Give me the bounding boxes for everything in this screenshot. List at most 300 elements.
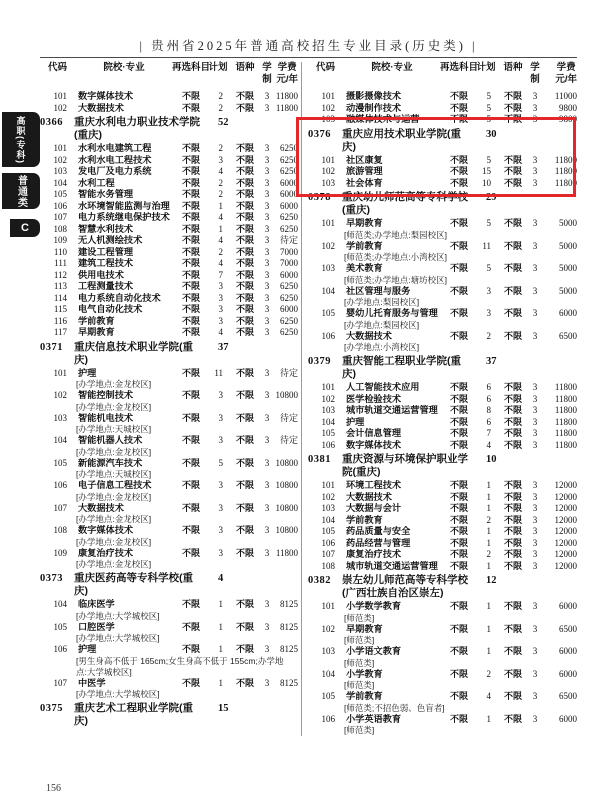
- school-name: 重庆应用技术职业学院(重庆): [342, 127, 461, 153]
- plan-cell: 3: [486, 285, 491, 296]
- right-column: [308, 62, 577, 736]
- fee-cell: 7000: [280, 246, 298, 257]
- years-cell: 3: [532, 549, 538, 559]
- subjects-cell: 不限: [449, 154, 468, 165]
- fee-cell: 6250: [280, 315, 298, 326]
- left-column: [40, 62, 298, 736]
- subjects-cell: 不限: [449, 218, 468, 228]
- header-fee: [274, 62, 298, 86]
- plan-cell: 2: [218, 143, 223, 153]
- major-name: 电子信息工程技术: [78, 480, 152, 490]
- subjects-cell: 不限: [449, 102, 468, 113]
- plan-cell: 3: [218, 502, 223, 513]
- header-years-line1: 学: [530, 62, 540, 73]
- subjects-cell: 不限: [449, 382, 468, 392]
- major-name: 早期教育: [78, 327, 115, 337]
- major-note: [师范类]: [344, 635, 375, 645]
- language-cell: 不限: [235, 91, 254, 101]
- fee-cell: 11800: [554, 166, 577, 176]
- major-name: 数字媒体技术: [78, 91, 134, 101]
- plan-cell: 7: [218, 269, 223, 280]
- plan-cell: 5: [486, 263, 491, 273]
- major-name: 学前教育: [346, 240, 383, 251]
- fee-cell: 10800: [275, 480, 298, 490]
- subjects-cell: 不限: [449, 416, 468, 427]
- language-cell: 不限: [235, 235, 254, 245]
- years-cell: 3: [264, 91, 270, 101]
- years-cell: 3: [264, 212, 270, 222]
- language-cell: 不限: [235, 177, 254, 188]
- major-code: 112: [53, 269, 67, 280]
- major-code: 106: [321, 330, 335, 341]
- subjects-cell: 不限: [181, 525, 200, 535]
- major-name: 人工智能技术应用: [346, 382, 420, 392]
- major-row: [308, 114, 577, 126]
- plan-cell: 3: [218, 304, 223, 314]
- language-cell: 不限: [503, 177, 522, 188]
- language-cell: 不限: [503, 416, 522, 427]
- major-row: [40, 413, 298, 425]
- plan-cell: 1: [486, 601, 491, 611]
- school-row: [308, 574, 577, 600]
- subjects-cell: 不限: [181, 502, 200, 513]
- major-row: [308, 526, 577, 538]
- major-code: 113: [53, 281, 67, 291]
- major-name: 大数据技术: [78, 502, 124, 513]
- language-cell: 不限: [503, 691, 522, 701]
- years-cell: 3: [532, 91, 538, 101]
- major-row: [308, 166, 577, 178]
- major-code: 102: [321, 491, 335, 502]
- catalog-table: [40, 57, 577, 736]
- language-cell: 不限: [503, 308, 522, 318]
- plan-cell: 3: [218, 281, 223, 291]
- language-cell: 不限: [235, 644, 254, 654]
- major-code: 106: [321, 713, 335, 724]
- major-name: 小学语文教育: [346, 646, 402, 656]
- years-cell: 3: [264, 457, 270, 468]
- major-name: 水利工程: [78, 177, 115, 188]
- major-row: [308, 91, 577, 103]
- language-cell: 不限: [235, 258, 254, 268]
- plan-cell: 8: [486, 405, 491, 415]
- subjects-cell: 不限: [181, 269, 200, 280]
- language-cell: 不限: [235, 502, 254, 513]
- school-name: 重庆信息技术职业学院(重庆): [74, 340, 193, 366]
- subjects-cell: 不限: [449, 503, 468, 513]
- major-row: [40, 644, 298, 656]
- major-code: 106: [321, 537, 335, 548]
- school-row: [40, 341, 298, 367]
- fee-cell: 11000: [554, 91, 577, 101]
- fee-cell: 11800: [554, 177, 577, 188]
- subjects-cell: 不限: [181, 235, 200, 245]
- school-code: 0379: [308, 356, 331, 367]
- subjects-cell: 不限: [449, 240, 468, 251]
- column-header-row: [40, 62, 298, 86]
- fee-cell: 6250: [280, 143, 298, 153]
- years-cell: 3: [264, 677, 270, 688]
- plan-cell: 2: [218, 246, 223, 257]
- header-plan: 计划: [476, 62, 496, 73]
- major-code: 103: [53, 166, 67, 176]
- plan-cell: 1: [486, 526, 491, 536]
- major-name: 学前教育: [78, 315, 115, 326]
- major-row: [40, 304, 298, 316]
- years-cell: 3: [532, 114, 538, 124]
- major-note: [办学地点:金龙校区]: [76, 514, 152, 524]
- major-name: 水利水电工程技术: [78, 154, 152, 165]
- major-code: 101: [321, 601, 335, 611]
- years-cell: 3: [532, 405, 538, 415]
- years-cell: 3: [264, 621, 270, 632]
- subjects-cell: 不限: [449, 330, 468, 341]
- school-row: [308, 128, 577, 154]
- language-cell: 不限: [503, 439, 522, 450]
- language-cell: 不限: [235, 457, 254, 468]
- language-cell: 不限: [503, 285, 522, 296]
- major-row: [308, 286, 577, 298]
- plan-cell: 4: [218, 327, 223, 337]
- subjects-cell: 不限: [449, 166, 468, 176]
- plan-cell: 11: [214, 367, 223, 378]
- fee-cell: 11800: [554, 416, 577, 427]
- years-cell: 3: [532, 428, 538, 438]
- plan-cell: 1: [486, 560, 491, 571]
- school-code: 0375: [40, 703, 63, 714]
- language-cell: 不限: [235, 677, 254, 688]
- major-name: 早期教育: [346, 623, 383, 634]
- major-name: 临床医学: [78, 599, 115, 609]
- major-name: 早期教育: [346, 218, 383, 228]
- fee-cell: 6000: [280, 200, 298, 211]
- major-row: [40, 390, 298, 402]
- major-code: 105: [53, 621, 67, 632]
- school-row: [40, 116, 298, 142]
- years-cell: 3: [532, 393, 538, 404]
- plan-cell: 1: [486, 480, 491, 490]
- major-code: 108: [321, 560, 335, 571]
- major-note: [师范类;办学地点:小湾校区]: [344, 252, 447, 262]
- major-name: 工程测量技术: [78, 281, 134, 291]
- major-code: 104: [53, 599, 67, 609]
- years-cell: 3: [532, 285, 538, 296]
- plan-cell: 4: [486, 439, 491, 450]
- major-row: [308, 263, 577, 275]
- plan-cell: 5: [486, 91, 491, 101]
- major-name: 摄影摄像技术: [346, 91, 402, 101]
- major-row: [40, 678, 298, 690]
- fee-cell: 12000: [554, 514, 577, 525]
- plan-cell: 1: [486, 491, 491, 502]
- major-code: 103: [53, 412, 67, 423]
- major-name: 护理: [346, 416, 365, 427]
- years-cell: 3: [264, 412, 270, 423]
- major-row: [308, 549, 577, 561]
- header-plan: 计划: [208, 62, 228, 73]
- major-name: 智能机器人技术: [78, 435, 143, 445]
- major-row: [308, 561, 577, 573]
- fee-cell: 8125: [280, 644, 298, 654]
- major-code: 102: [321, 102, 335, 113]
- years-cell: 3: [532, 382, 538, 392]
- major-code: 105: [321, 428, 335, 438]
- school-code: 0381: [308, 454, 331, 465]
- plan-cell: 11: [482, 240, 491, 251]
- fee-cell: 6000: [280, 177, 298, 188]
- language-cell: 不限: [503, 428, 522, 438]
- fee-cell: 6250: [280, 166, 298, 176]
- years-cell: 3: [532, 177, 538, 188]
- years-cell: 3: [264, 246, 270, 257]
- major-code: 101: [53, 143, 67, 153]
- major-code: 103: [321, 503, 335, 513]
- major-row: [308, 538, 577, 550]
- major-row: [308, 601, 577, 613]
- major-code: 108: [53, 525, 67, 535]
- major-code: 117: [53, 327, 67, 337]
- fee-cell: 10800: [275, 502, 298, 513]
- school-code: 0378: [308, 192, 331, 203]
- years-cell: 3: [264, 102, 270, 113]
- subjects-cell: 不限: [449, 549, 468, 559]
- years-cell: 3: [532, 439, 538, 450]
- school-plan-count: 10: [486, 454, 497, 465]
- language-cell: 不限: [235, 246, 254, 257]
- subjects-cell: 不限: [449, 601, 468, 611]
- major-name: 数字媒体技术: [78, 525, 134, 535]
- years-cell: 3: [264, 143, 270, 153]
- major-name: 建筑工程技术: [78, 258, 134, 268]
- major-note: [男生身高不低于 165cm;女生身高不低于 155cm;办学地点:大学城校区]: [76, 655, 284, 677]
- subjects-cell: 不限: [449, 308, 468, 318]
- language-cell: 不限: [235, 292, 254, 303]
- subjects-cell: 不限: [181, 480, 200, 490]
- major-row: [40, 525, 298, 537]
- header-school-major: 院校·专业: [371, 62, 413, 73]
- major-row: [308, 440, 577, 452]
- school-plan-count: 37: [486, 356, 497, 367]
- major-name: 水利水电建筑工程: [78, 143, 152, 153]
- major-row: [308, 669, 577, 681]
- years-cell: 3: [264, 281, 270, 291]
- plan-cell: 5: [486, 114, 491, 124]
- school-row: [40, 572, 298, 598]
- major-code: 101: [53, 367, 67, 378]
- subjects-cell: 不限: [181, 315, 200, 326]
- major-code: 106: [53, 480, 67, 490]
- years-cell: 3: [264, 547, 270, 558]
- years-cell: 3: [264, 435, 270, 445]
- major-code: 101: [321, 218, 335, 228]
- major-code: 104: [321, 285, 335, 296]
- fee-cell: 12000: [554, 549, 577, 559]
- major-code: 105: [53, 457, 67, 468]
- subjects-cell: 不限: [181, 621, 200, 632]
- school-plan-count: 4: [218, 573, 224, 584]
- school-name: 重庆幼儿师范高等专科学校(重庆): [342, 191, 468, 216]
- major-note: [师范类]: [344, 657, 375, 668]
- major-row: [40, 258, 298, 270]
- plan-cell: 1: [486, 646, 491, 656]
- major-name: 新能源汽车技术: [78, 457, 143, 468]
- years-cell: 3: [532, 102, 538, 113]
- school-row: [40, 702, 298, 728]
- major-row: [40, 247, 298, 259]
- subjects-cell: 不限: [449, 393, 468, 404]
- language-cell: 不限: [235, 223, 254, 234]
- major-row: [40, 212, 298, 224]
- major-name: 建设工程管理: [78, 246, 134, 257]
- subjects-cell: 不限: [449, 405, 468, 415]
- major-row: [308, 714, 577, 726]
- fee-cell: 6000: [559, 646, 577, 656]
- plan-cell: 2: [486, 668, 491, 679]
- major-note: [办学地点:金龙校区]: [76, 491, 152, 502]
- plan-cell: 1: [486, 713, 491, 724]
- fee-cell: 12000: [554, 503, 577, 513]
- header-fee-line2: 元/年: [276, 74, 298, 85]
- years-cell: 3: [264, 304, 270, 314]
- language-cell: 不限: [235, 412, 254, 423]
- major-name: 旅游管理: [346, 166, 383, 176]
- plan-cell: 3: [218, 412, 223, 423]
- major-note: [办学地点:梨园校区]: [344, 319, 420, 330]
- header-code: 代码: [48, 62, 68, 73]
- column-divider: [301, 62, 302, 736]
- school-row: [308, 191, 577, 217]
- language-cell: 不限: [503, 102, 522, 113]
- sidebar-tab-c: C: [10, 219, 40, 237]
- plan-cell: 1: [218, 677, 223, 688]
- language-cell: 不限: [503, 382, 522, 392]
- subjects-cell: 不限: [181, 177, 200, 188]
- years-cell: 3: [532, 646, 538, 656]
- years-cell: 3: [532, 560, 538, 571]
- major-name: 小学数学教育: [346, 601, 402, 611]
- language-cell: 不限: [503, 166, 522, 176]
- years-cell: 3: [532, 240, 538, 251]
- major-note: [师范类]: [344, 680, 375, 690]
- language-cell: 不限: [235, 269, 254, 280]
- header-school-major: 院校·专业: [103, 62, 145, 73]
- language-cell: 不限: [235, 143, 254, 153]
- major-row: [308, 405, 577, 417]
- language-cell: 不限: [235, 281, 254, 291]
- major-row: [40, 201, 298, 213]
- major-name: 婴幼儿托育服务与管理: [346, 308, 438, 318]
- language-cell: 不限: [235, 547, 254, 558]
- subjects-cell: 不限: [449, 480, 468, 490]
- school-plan-count: 52: [218, 117, 229, 128]
- language-cell: 不限: [503, 491, 522, 502]
- major-row: [40, 270, 298, 282]
- major-name: 中医学: [78, 677, 106, 688]
- fee-cell: 6000: [280, 269, 298, 280]
- language-cell: 不限: [503, 330, 522, 341]
- fee-cell: 11800: [554, 405, 577, 415]
- years-cell: 3: [532, 713, 538, 724]
- major-code: 114: [53, 292, 67, 303]
- plan-cell: 4: [218, 166, 223, 176]
- major-row: [308, 382, 577, 394]
- major-row: [40, 293, 298, 305]
- school-plan-count: 37: [218, 341, 229, 353]
- major-code: 116: [53, 315, 67, 326]
- years-cell: 3: [264, 292, 270, 303]
- major-note: [办学地点:金龙校区]: [76, 446, 152, 457]
- years-cell: 3: [264, 502, 270, 513]
- major-row: [40, 599, 298, 611]
- plan-cell: 2: [218, 189, 223, 199]
- years-cell: 3: [264, 269, 270, 280]
- language-cell: 不限: [503, 713, 522, 724]
- years-cell: 3: [532, 263, 538, 273]
- major-row: [40, 458, 298, 470]
- language-cell: 不限: [235, 480, 254, 490]
- major-code: 103: [321, 177, 335, 188]
- plan-cell: 3: [218, 154, 223, 165]
- language-cell: 不限: [235, 525, 254, 535]
- major-code: 102: [321, 240, 335, 251]
- plan-cell: 4: [218, 235, 223, 245]
- major-row: [308, 103, 577, 115]
- subjects-cell: 不限: [181, 412, 200, 423]
- years-cell: 3: [264, 166, 270, 176]
- years-cell: 3: [264, 258, 270, 268]
- major-note: [办学地点:金龙校区]: [76, 379, 152, 389]
- header-subjects: 再选科目: [440, 62, 479, 73]
- plan-cell: 5: [486, 218, 491, 228]
- plan-cell: 5: [486, 102, 491, 113]
- subjects-cell: 不限: [181, 599, 200, 609]
- major-code: 107: [321, 549, 335, 559]
- major-code: 105: [321, 526, 335, 536]
- years-cell: 3: [532, 308, 538, 318]
- fee-cell: 待定: [279, 435, 298, 445]
- subjects-cell: 不限: [181, 677, 200, 688]
- page-number: 156: [46, 783, 61, 794]
- major-note: [办学地点:金龙校区]: [76, 401, 152, 412]
- subjects-cell: 不限: [181, 644, 200, 654]
- major-row: [40, 622, 298, 634]
- fee-cell: 6500: [559, 623, 577, 634]
- subjects-cell: 不限: [181, 281, 200, 291]
- major-row: [40, 316, 298, 328]
- language-cell: 不限: [235, 315, 254, 326]
- fee-cell: 6250: [280, 212, 298, 222]
- language-cell: 不限: [235, 621, 254, 632]
- plan-cell: 4: [218, 258, 223, 268]
- major-row: [308, 308, 577, 320]
- major-note: [师范类;办学地点:梨园校区]: [344, 229, 447, 240]
- language-cell: 不限: [503, 526, 522, 536]
- column-header-row: [308, 62, 577, 86]
- plan-cell: 2: [486, 549, 491, 559]
- subjects-cell: 不限: [449, 646, 468, 656]
- plan-cell: 1: [486, 537, 491, 548]
- fee-cell: 9800: [559, 114, 577, 124]
- fee-cell: 6500: [559, 330, 577, 341]
- fee-cell: 12000: [554, 480, 577, 490]
- years-cell: 3: [264, 525, 270, 535]
- fee-cell: 11800: [554, 382, 577, 392]
- major-code: 107: [53, 502, 67, 513]
- fee-cell: 11800: [275, 547, 298, 558]
- school-row: [308, 355, 577, 381]
- major-row: [308, 331, 577, 343]
- subjects-cell: 不限: [181, 143, 200, 153]
